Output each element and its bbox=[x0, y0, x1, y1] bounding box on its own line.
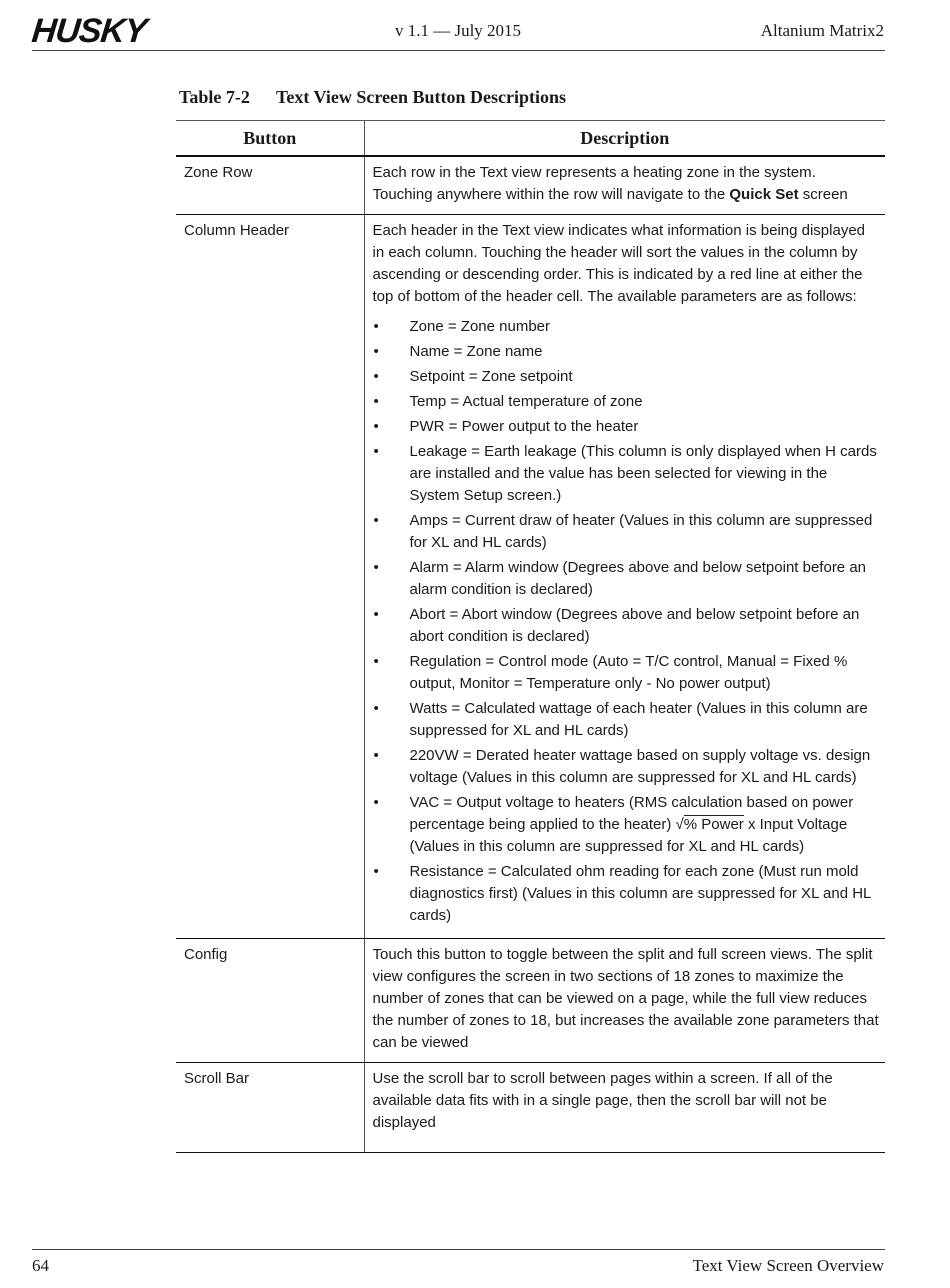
radicand: % Power bbox=[683, 816, 744, 833]
button-descriptions-table bbox=[176, 120, 885, 1153]
column-header-button: Button bbox=[176, 121, 364, 157]
description-text: screen bbox=[798, 186, 848, 203]
parameter-item: • Watts = Calculated wattage of each heater (Values in this column are suppressed for XL and HL cards) bbox=[373, 698, 880, 742]
parameter-item: • Amps = Current draw of heater (Values in this column are suppressed for XL and HL cards) bbox=[373, 510, 880, 554]
table-row-config bbox=[176, 939, 885, 1063]
footer-divider bbox=[32, 1249, 885, 1250]
table-title: Text View Screen Button Descriptions bbox=[276, 87, 566, 107]
parameter-item: • Temp = Actual temperature of zone bbox=[373, 391, 880, 413]
button-description bbox=[364, 156, 885, 215]
product-name: Altanium Matrix2 bbox=[760, 21, 884, 40]
section-title: Text View Screen Overview bbox=[692, 1256, 884, 1275]
table-row-scroll-bar bbox=[176, 1063, 885, 1153]
column-header-description: Description bbox=[364, 121, 885, 157]
parameter-item: • Abort = Abort window (Degrees above and below setpoint before an abort condition is declared) bbox=[373, 604, 880, 648]
button-name: Zone Row bbox=[176, 156, 364, 215]
parameter-item: • Setpoint = Zone setpoint bbox=[373, 366, 880, 388]
button-name: Scroll Bar bbox=[176, 1063, 364, 1153]
vac-text: VAC = Output voltage to heaters (RMS calculation based on power percentage being applied to the heater) bbox=[409, 794, 854, 833]
husky-logo: HUSKY bbox=[30, 12, 149, 50]
quick-set-term: Quick Set bbox=[729, 186, 799, 203]
button-description bbox=[364, 215, 885, 939]
parameter-item-vac bbox=[373, 792, 880, 858]
table-row-column-header bbox=[176, 215, 885, 939]
button-description: Touch this button to toggle between the split and full screen views. The split view configures the screen in two sections of 18 zones to maximize the number of zones that can be viewed on a page, while the full view reduces the number of zones to 18, but increases the available zone parameters that can be viewed bbox=[364, 939, 885, 1063]
parameter-item: • Leakage = Earth leakage (This column is only displayed when H cards are installed and the value has been selected for viewing in the System Setup screen.) bbox=[373, 441, 880, 507]
description-text: Each row in the Text view represents a heating zone in the system. Touching anywhere within the row will navigate to the bbox=[372, 164, 816, 203]
parameter-list bbox=[373, 316, 880, 927]
header-divider bbox=[32, 50, 885, 51]
table-header-row bbox=[176, 121, 885, 157]
document-version: v 1.1 — July 2015 bbox=[394, 21, 522, 40]
parameter-item: • PWR = Power output to the heater bbox=[373, 416, 880, 438]
vac-text: x Input Voltage (Values in this column are suppressed for XL and HL cards) bbox=[409, 816, 848, 855]
parameter-item: • Name = Zone name bbox=[373, 341, 880, 363]
parameter-item: • 220VW = Derated heater wattage based on supply voltage vs. design voltage (Values in this column are suppressed for XL and HL cards) bbox=[373, 745, 880, 789]
parameter-item: • Regulation = Control mode (Auto = T/C control, Manual = Fixed % output, Monitor = Temperature only - No power output) bbox=[373, 651, 880, 695]
button-description: Use the scroll bar to scroll between pages within a screen. If all of the available data fits with in a single page, then the scroll bar will not be displayed bbox=[364, 1063, 885, 1153]
table-number: Table 7-2 bbox=[179, 87, 250, 107]
table-caption bbox=[179, 87, 566, 108]
parameter-item: • Resistance = Calculated ohm reading for each zone (Must run mold diagnostics first) (Values in this column are suppressed for XL and HL cards) bbox=[373, 861, 880, 927]
table-row-zone-row bbox=[176, 156, 885, 215]
button-name: Column Header bbox=[176, 215, 364, 939]
page-number: 64 bbox=[32, 1256, 49, 1275]
square-root-formula: √% Power bbox=[675, 816, 744, 833]
button-name: Config bbox=[176, 939, 364, 1063]
parameter-item: • Alarm = Alarm window (Degrees above and below setpoint before an alarm condition is declared) bbox=[373, 557, 880, 601]
description-intro: Each header in the Text view indicates what information is being displayed in each column. Touching the header will sort the values in the column by ascending or descending order. This is indicated by a red line at either the top of bottom of the header cell. The available parameters are as follows: bbox=[372, 222, 866, 305]
parameter-item: • Zone = Zone number bbox=[373, 316, 880, 338]
